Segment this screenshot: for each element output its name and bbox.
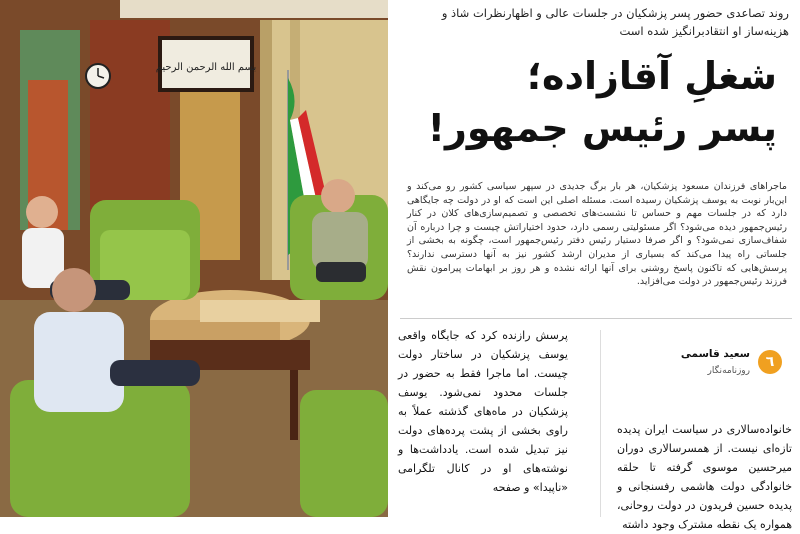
headline-line-2: پسر رئیس جمهور! xyxy=(427,106,777,150)
headline-line-1: شغلِ آقازاده؛ xyxy=(526,54,777,98)
wall-calligraphy: بسم الله الرحمن الرحیم xyxy=(155,62,257,73)
lead-paragraph: ماجراهای فرزندان مسعود پزشکیان، هر بار برگ جدیدی در سپهر سیاسی کشور رو می‌کند و این‌بار نوبت به یوسف پزشکیان رسیده است. مسئله اصلی این است که او در دولت چه جایگاهی دارد که در جلسات مهم و حساس تا نشست‌های تخصصی و تصمیم‌سازی‌های کلان در کنار رئیس‌جمهور دیده می‌شود؟ اگر مسئولیتی رسمی دارد، حدود اختیاراتش چیست و چرا درباره آن شفاف‌سازی نمی‌شود؟ و اگر صرفا دستیار رئیس دفتر رئیس‌جمهور است، چگونه به بخشی از جلساتی راه پیدا می‌کند که بسیاری از مدیران ارشد کشور نیز به آنها دسترسی ندارند؟ پرسش‌هایی که تاکنون پاسخ روشنی برای آنها ارائه نشده و هر روز بر ابهامات پیرامون نقش فرزند رئیس‌جمهور در دولت می‌افزاید. xyxy=(407,181,787,288)
body-text-right: خانواده‌سالاری در سیاست ایران پدیده تازه‌ای نیست. از همسرسالاری دوران میرحسین موسوی گرفته تا حلقه خانوادگی دولت هاشمی رفسنجانی و پدیده حسین فریدون در دولت روحانی، همواره یک نقطه مشترک وجود داشته xyxy=(617,423,792,531)
subheadline: روند تصاعدی حضور پسر پزشکیان در جلسات عالی و اظهارنظرات شاذ و هزینه‌ساز او انتقادبرانگیز شده است xyxy=(441,6,789,38)
author-role: روزنامه‌نگار xyxy=(707,366,750,376)
meeting-room-illustration xyxy=(0,0,388,517)
section-divider xyxy=(400,318,792,319)
article-photo xyxy=(0,0,388,517)
author-badge-icon: ٦ xyxy=(758,350,782,374)
column-rule xyxy=(600,330,601,517)
headline xyxy=(428,50,777,154)
author-name: سعید قاسمی xyxy=(680,348,750,360)
body-column-left xyxy=(398,326,568,497)
author-byline xyxy=(582,346,782,386)
body-text-left: پرسش رازنده کرد که جایگاه واقعی یوسف پزشکیان در ساختار دولت چیست. اما ماجرا فقط به حضور در جلسات محدود نمی‌شود. یوسف پزشکیان در ماه‌های گذشته عملاً به راوی بخشی از پشت پرده‌های دولت نیز تبدیل شده است. یادداشت‌ها و نوشته‌های او در کانال تلگرامی «ناپیدا» و صفحه xyxy=(398,329,568,494)
